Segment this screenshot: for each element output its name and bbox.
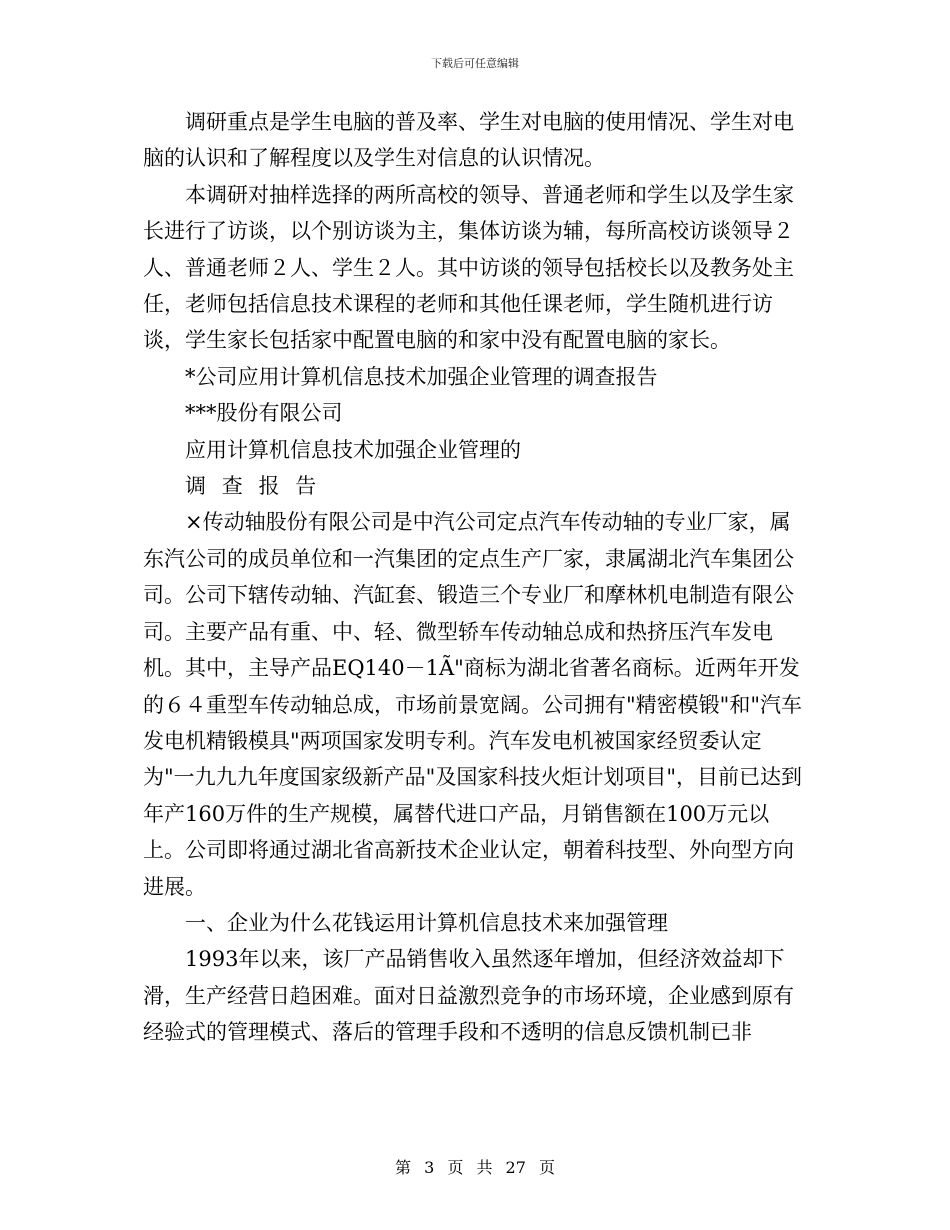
- page-header: 下载后可任意编辑: [431, 57, 519, 70]
- report-title-line: *公司应用计算机信息技术加强企业管理的调查报告: [185, 364, 658, 389]
- document-body: [143, 104, 807, 1051]
- paragraph-company-profile: ×传动轴股份有限公司是中汽公司定点汽车传动轴的专业厂家，属东汽公司的成员单位和一汽集团的定点生产厂家，隶属湖北汽车集团公司。公司下辖传动轴、汽缸套、锻造三个专业厂和摩林机电制造有限公司。主要产品有重、中、轻、微型轿车传动轴总成和热挤压汽车发电机。其中，主导产品EQ140－1Ã"商标为湖北省著名商标。近两年开发的６４重型车传动轴总成，市场前景宽阔。公司拥有"精密模锻"和"汽车发电机精锻模具"两项国家发明专利。汽车发电机被国家经贸委认定为"一九九九年度国家级新产品"及国家科技火炬计划项目"，目前已达到年产160万件的生产规模，属替代进口产品，月销售额在100万元以上。公司即将通过湖北省高新技术企业认定，朝着科技型、外向型方向进展。: [143, 510, 802, 899]
- section-heading-1: 一、企业为什么花钱运用计算机信息技术来加强管理: [185, 910, 668, 935]
- paragraph-background: 1993年以来，该厂产品销售收入虽然逐年增加，但经济效益却下滑，生产经营日趋困难。面对日益激烈竞争的市场环境，企业感到原有经验式的管理模式、落后的管理手段和不透明的信息反馈机制已非: [143, 947, 794, 1045]
- paragraph-interview-method: 本调研对抽样选择的两所高校的领导、普通老师和学生以及学生家长进行了访谈，以个别访谈为主，集体访谈为辅，每所高校访谈领导２人、普通老师２人、学生２人。其中访谈的领导包括校长以及教务处主任，老师包括信息技术课程的老师和其他任课老师，学生随机进行访谈，学生家长包括家中配置电脑的和家中没有配置电脑的家长。: [143, 182, 794, 353]
- paragraph-research-focus: 调研重点是学生电脑的普及率、学生对电脑的使用情况、学生对电脑的认识和了解程度以及学生对信息的认识情况。: [143, 110, 794, 171]
- report-heading: 调查报告: [185, 474, 332, 499]
- page-footer: 第 3 页 共 27 页: [395, 1158, 555, 1177]
- report-subtitle-line: 应用计算机信息技术加强企业管理的: [185, 437, 521, 462]
- company-name-line: ***股份有限公司: [185, 401, 343, 426]
